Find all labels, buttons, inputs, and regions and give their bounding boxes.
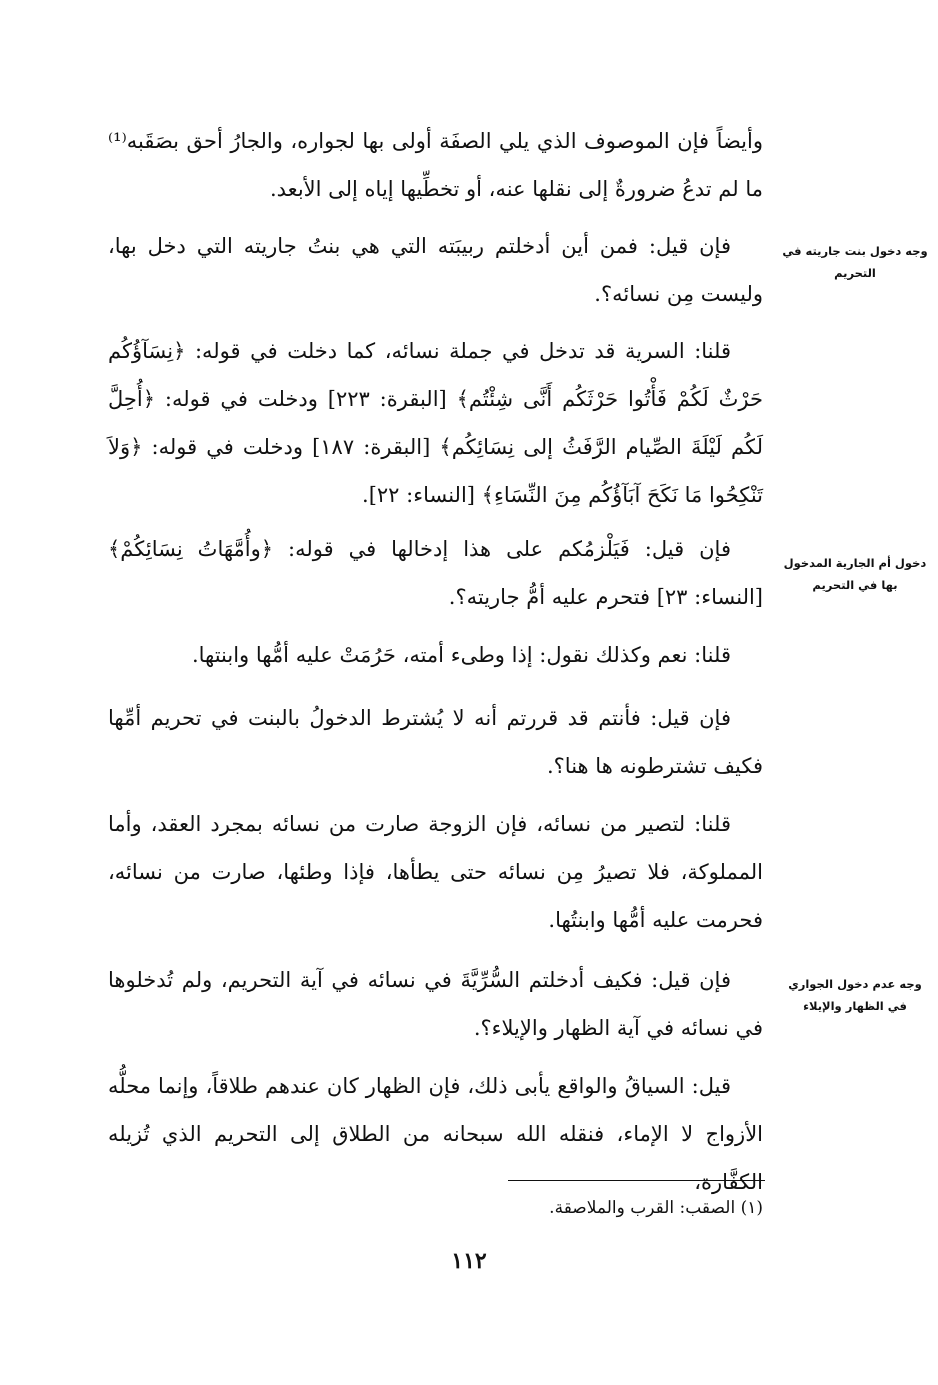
- paragraph-2: فإن قيل: فمن أين أدخلتم ربيبَته التي هي بنتُ جاريته التي دخل بها، وليست مِن نسائه؟.: [108, 234, 763, 306]
- margin-note-3: وجه عدم دخول الجواري في الظهار والإيلاء: [788, 977, 922, 1013]
- margin-note-2: دخول أم الجارية المدخول بها في التحريم: [783, 556, 927, 592]
- footnote-divider: [508, 1180, 765, 1181]
- paragraph-8: فإن قيل: فكيف أدخلتم السُّرِّيَّةَ في نسائه في آية التحريم، ولم تُدخلوها في نسائه في آية الظهار والإيلاء؟.: [108, 968, 763, 1040]
- paragraph-3: قلنا: السرية قد تدخل في جملة نسائه، كما دخلت في قوله: ﴿نِسَآؤُكُم حَرْثٌ لَكُمْ فَأْتُوا حَرْثَكُم أَنَّى شِئْتُم﴾ [البقرة: ٢٢٣] ودخلت في قوله: ﴿أُحِلَّ لَكُم لَيْلَةَ الصِّيام الرَّفَثُ إلى نِسَائِكُم﴾ [البقرة: ١٨٧] ودخلت في قوله: ﴿وَلاَ تَنْكِحُوا مَا نَكَحَ آبَآؤُكُم مِنَ النِّسَاءِ﴾ [النساء: ٢٢].: [108, 339, 763, 507]
- footnote: (١) الصقب: القرب والملاصقة.: [549, 1198, 763, 1218]
- paragraph-4: فإن قيل: فَيَلْزمُكم على هذا إدخالها في قوله: ﴿وأُمَّهَاتُ نِسَائِكُمْ﴾ [النساء: ٢٣] فتحرم عليه أمُّ جاريته؟.: [108, 537, 763, 609]
- paragraph-7: قلنا: لتصير من نسائه، فإن الزوجة صارت من نسائه بمجرد العقد، وأما المملوكة، فلا تصيرُ مِن نسائه حتى يطأها، فإذا وطئها، صارت من نسائه، فحرمت عليه أمُّها وابنتُها.: [108, 812, 763, 932]
- paragraph-6: فإن قيل: فأنتم قد قررتم أنه لا يُشترط الدخولُ بالبنت في تحريم أمِّها فكيف تشترطونه ها هنا؟.: [108, 706, 763, 778]
- margin-note-1: وجه دخول بنت جاريته في التحريم: [782, 244, 928, 280]
- paragraph-5: قلنا: نعم وكذلك نقول: إذا وطىء أمته، حَرُمَتْ عليه أمُّها وابنتها.: [191, 643, 731, 667]
- paragraph-1: وأيضاً فإن الموصوف الذي يلي الصفَة أولى بها لجواره، والجارُ أحق بصَقَبه⁽¹⁾ ما لم تدعُ ضرورةٌ إلى نقلها عنه، أو تخطِّيها إياه إلى الأبعد.: [108, 129, 763, 201]
- page-number: ١١٢: [451, 1248, 487, 1274]
- paragraph-9: قيل: السياقُ والواقع يأبى ذلك، فإن الظهار كان عندهم طلاقاً، وإنما محلُّه الأزواج لا الإماء، فنقله الله سبحانه من الطلاق إلى التحريم الذي تُزيله الكفَّارة،: [108, 1074, 763, 1194]
